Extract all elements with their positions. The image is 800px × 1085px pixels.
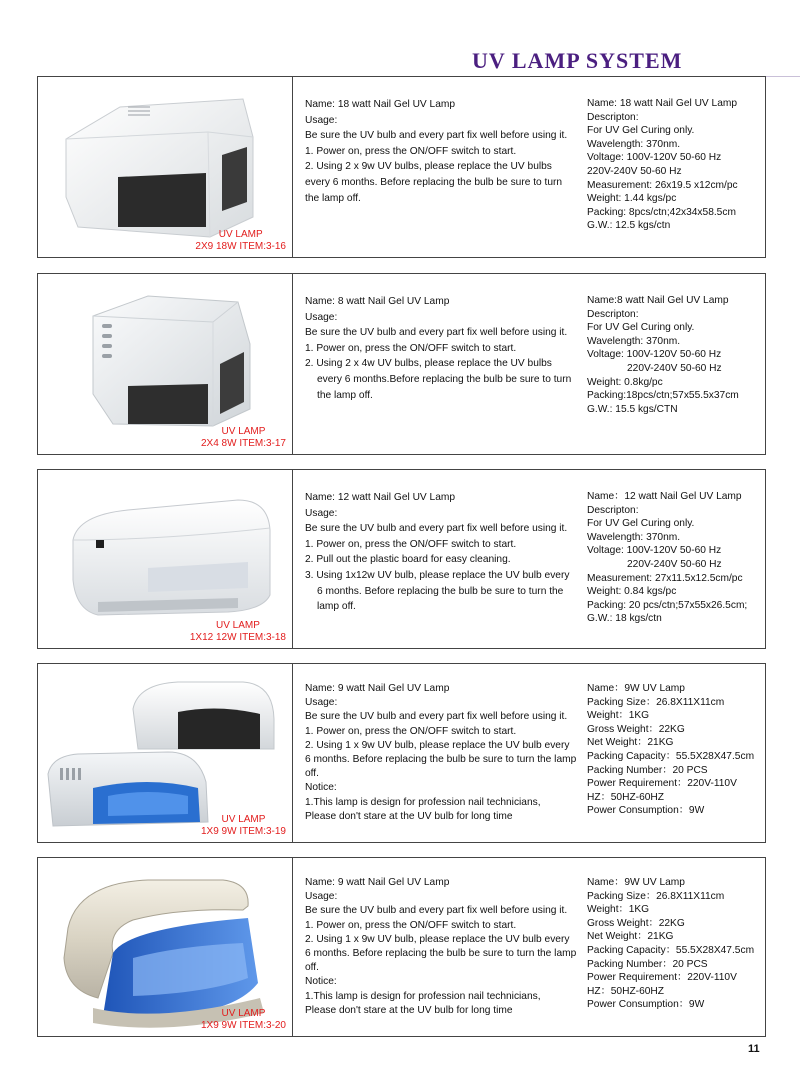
usage-line: Usage:: [305, 891, 338, 903]
product-image-cell: [38, 274, 293, 454]
spec-line: Packing Capacity：55.5X28X47.5cm: [587, 944, 755, 956]
spec-line: Descripton:: [587, 111, 639, 123]
spec-line: Net Weight：21KG: [587, 737, 674, 749]
spec-line: Packing Size：26.8X11X11cm: [587, 696, 725, 708]
usage-text: [293, 77, 583, 257]
usage-line: Name: 9 watt Nail Gel UV Lamp: [305, 877, 450, 888]
usage-line: Name: 12 watt Nail Gel UV Lamp: [305, 492, 456, 503]
usage-line: Usage:: [305, 507, 338, 519]
spec-line: Weight: 0.84 kgs/pc: [587, 586, 677, 598]
spec-line: Power Requirement：220V-110V: [587, 778, 737, 790]
usage-line: Please don't stare at the UV bulb for long time: [305, 1004, 513, 1016]
usage-line: Be sure the UV bulb and every part fix well before using it.: [305, 130, 568, 142]
spec-line: Descripton:: [587, 504, 639, 516]
usage-line: Be sure the UV bulb and every part fix well before using it.: [305, 523, 568, 535]
spec-line: Weight: 1.44 kgs/pc: [587, 193, 677, 205]
page-title: UV LAMP SYSTEM: [472, 48, 683, 73]
spec-line: Wavelength: 370nm.: [587, 138, 681, 150]
spec-line: Weight: 0.8kg/pc: [587, 376, 663, 388]
usage-text: [293, 470, 583, 648]
spec-line: Packing Number：20 PCS: [587, 958, 708, 970]
spec-line: 220V-240V 50-60 Hz: [627, 558, 722, 570]
usage-line: 1. Power on, press the ON/OFF switch to start.: [305, 538, 517, 550]
spec-line: Packing Size：26.8X11X11cm: [587, 890, 725, 902]
caption-line-1: UV LAMP: [221, 1008, 266, 1019]
spec-line: Voltage: 100V-120V 50-60 Hz: [587, 545, 722, 557]
usage-line: Usage:: [305, 114, 338, 126]
spec-text: [583, 470, 765, 648]
usage-line: 2. Using 1 x 9w UV bulb, please replace the UV bulb every 6 months. Before replacing the bulb be sure to turn the lamp off.: [305, 933, 577, 974]
product-caption: [190, 620, 286, 644]
usage-line: Be sure the UV bulb and every part fix well before using it.: [305, 327, 568, 339]
spec-text: [583, 274, 765, 454]
spec-line: Voltage: 100V-120V 50-60 Hz: [587, 349, 722, 361]
spec-line: For UV Gel Curing only.: [587, 322, 695, 334]
page-number: 11: [748, 1043, 760, 1055]
product-image-cell: [38, 77, 293, 257]
spec-line: Name:8 watt Nail Gel UV Lamp: [587, 295, 729, 306]
usage-text: [293, 858, 583, 1036]
usage-line: Notice:: [305, 976, 337, 988]
spec-line: Name：9W UV Lamp: [587, 683, 685, 694]
spec-line: G.W.: 15.5 kgs/CTN: [587, 403, 678, 415]
usage-line: Usage:: [305, 697, 338, 709]
caption-line-2: 2X9 18W ITEM:3-16: [195, 241, 286, 252]
spec-line: 220V-240V 50-60 Hz: [587, 165, 682, 177]
usage-line: Please don't stare at the UV bulb for long time: [305, 810, 513, 822]
product-caption: [201, 814, 286, 838]
usage-line: 2. Pull out the plastic board for easy cleaning.: [305, 554, 511, 566]
product-caption: [201, 426, 286, 450]
spec-line: Measurement: 26x19.5 x12cm/pc: [587, 179, 738, 191]
spec-line: Name: 18 watt Nail Gel UV Lamp: [587, 98, 738, 109]
caption-line-2: 1X12 12W ITEM:3-18: [189, 632, 286, 643]
usage-line: 2. Using 2 x 4w UV bulbs, please replace the UV bulbs every 6 months.Before replacing the bulb be sure to turn the lamp off.: [305, 358, 572, 401]
spec-line: Power Consumption：9W: [587, 999, 705, 1011]
spec-line: Name：12 watt Nail Gel UV Lamp: [587, 491, 742, 502]
spec-text: [583, 664, 765, 842]
usage-text: [293, 664, 583, 842]
spec-line: Measurement: 27x11.5x12.5cm/pc: [587, 572, 743, 584]
spec-line: Weight：1KG: [587, 904, 650, 916]
spec-line: Gross Weight：22KG: [587, 917, 685, 929]
spec-line: For UV Gel Curing only.: [587, 125, 695, 137]
product-image-cell: [38, 858, 293, 1036]
spec-line: For UV Gel Curing only.: [587, 518, 695, 530]
usage-line: 1.This lamp is design for profession nail technicians,: [305, 796, 541, 808]
product-row-3-16: [37, 76, 766, 258]
usage-line: 1. Power on, press the ON/OFF switch to start.: [305, 919, 517, 931]
usage-line: Usage:: [305, 311, 338, 323]
spec-text: [583, 77, 765, 257]
spec-line: HZ：50HZ-60HZ: [587, 791, 664, 803]
spec-line: Voltage: 100V-120V 50-60 Hz: [587, 152, 722, 164]
spec-line: HZ：50HZ-60HZ: [587, 985, 664, 997]
usage-line: Name: 8 watt Nail Gel UV Lamp: [305, 296, 450, 307]
spec-text: [583, 858, 765, 1036]
spec-line: G.W.: 18 kgs/ctn: [587, 613, 662, 625]
usage-text: [293, 274, 583, 454]
product-row-3-17: [37, 273, 766, 455]
caption-line-1: UV LAMP: [218, 229, 263, 240]
caption-line-2: 1X9 9W ITEM:3-20: [200, 1020, 286, 1031]
product-caption: [201, 1008, 286, 1032]
caption-line-1: UV LAMP: [221, 814, 266, 825]
product-row-3-20: [37, 857, 766, 1037]
caption-line-2: 2X4 8W ITEM:3-17: [200, 438, 286, 449]
usage-line: 1. Power on, press the ON/OFF switch to start.: [305, 725, 517, 737]
usage-line: 3. Using 1x12w UV bulb, please replace the UV bulb every 6 months. Before replacing the bulb be sure to turn the lamp off.: [305, 569, 570, 613]
usage-line: 1. Power on, press the ON/OFF switch to start.: [305, 145, 517, 157]
product-row-3-18: [37, 469, 766, 649]
product-image-cell: [38, 470, 293, 648]
spec-line: Name：9W UV Lamp: [587, 877, 685, 888]
spec-line: G.W.: 12.5 kgs/ctn: [587, 220, 671, 232]
spec-line: Power Consumption：9W: [587, 805, 705, 817]
spec-line: Wavelength: 370nm.: [587, 335, 681, 347]
spec-line: Power Requirement：220V-110V: [587, 972, 737, 984]
spec-line: Wavelength: 370nm.: [587, 531, 681, 543]
spec-line: Weight：1KG: [587, 710, 650, 722]
spec-line: 220V-240V 50-60 Hz: [627, 362, 722, 374]
spec-line: Packing Number：20 PCS: [587, 764, 708, 776]
product-image-cell: [38, 664, 293, 842]
spec-line: Gross Weight：22KG: [587, 723, 685, 735]
usage-line: Name: 9 watt Nail Gel UV Lamp: [305, 683, 450, 694]
product-caption: [195, 229, 286, 253]
caption-line-2: 1X9 9W ITEM:3-19: [200, 826, 286, 837]
usage-line: 2. Using 2 x 9w UV bulbs, please replace the UV bulbs every 6 months. Before replacing the bulb be sure to turn the lamp off.: [305, 161, 563, 204]
usage-line: Notice:: [305, 782, 337, 794]
caption-line-1: UV LAMP: [215, 620, 260, 631]
spec-line: Packing:18pcs/ctn;57x55.5x37cm: [587, 390, 739, 402]
usage-line: Be sure the UV bulb and every part fix well before using it.: [305, 711, 568, 723]
usage-line: 1.This lamp is design for profession nail technicians,: [305, 990, 541, 1002]
spec-line: Packing Capacity：55.5X28X47.5cm: [587, 750, 755, 762]
product-row-3-19: [37, 663, 766, 843]
caption-line-1: UV LAMP: [221, 426, 266, 437]
spec-line: Net Weight：21KG: [587, 931, 674, 943]
usage-line: Be sure the UV bulb and every part fix well before using it.: [305, 905, 568, 917]
spec-line: Packing: 20 pcs/ctn;57x55x26.5cm;: [587, 599, 748, 611]
spec-line: Descripton:: [587, 308, 639, 320]
usage-line: 1. Power on, press the ON/OFF switch to start.: [305, 342, 517, 354]
spec-line: Packing: 8pcs/ctn;42x34x58.5cm: [587, 206, 736, 218]
usage-line: Name: 18 watt Nail Gel UV Lamp: [305, 99, 456, 110]
usage-line: 2. Using 1 x 9w UV bulb, please replace the UV bulb every 6 months. Before replacing the bulb be sure to turn the lamp off.: [305, 739, 577, 780]
